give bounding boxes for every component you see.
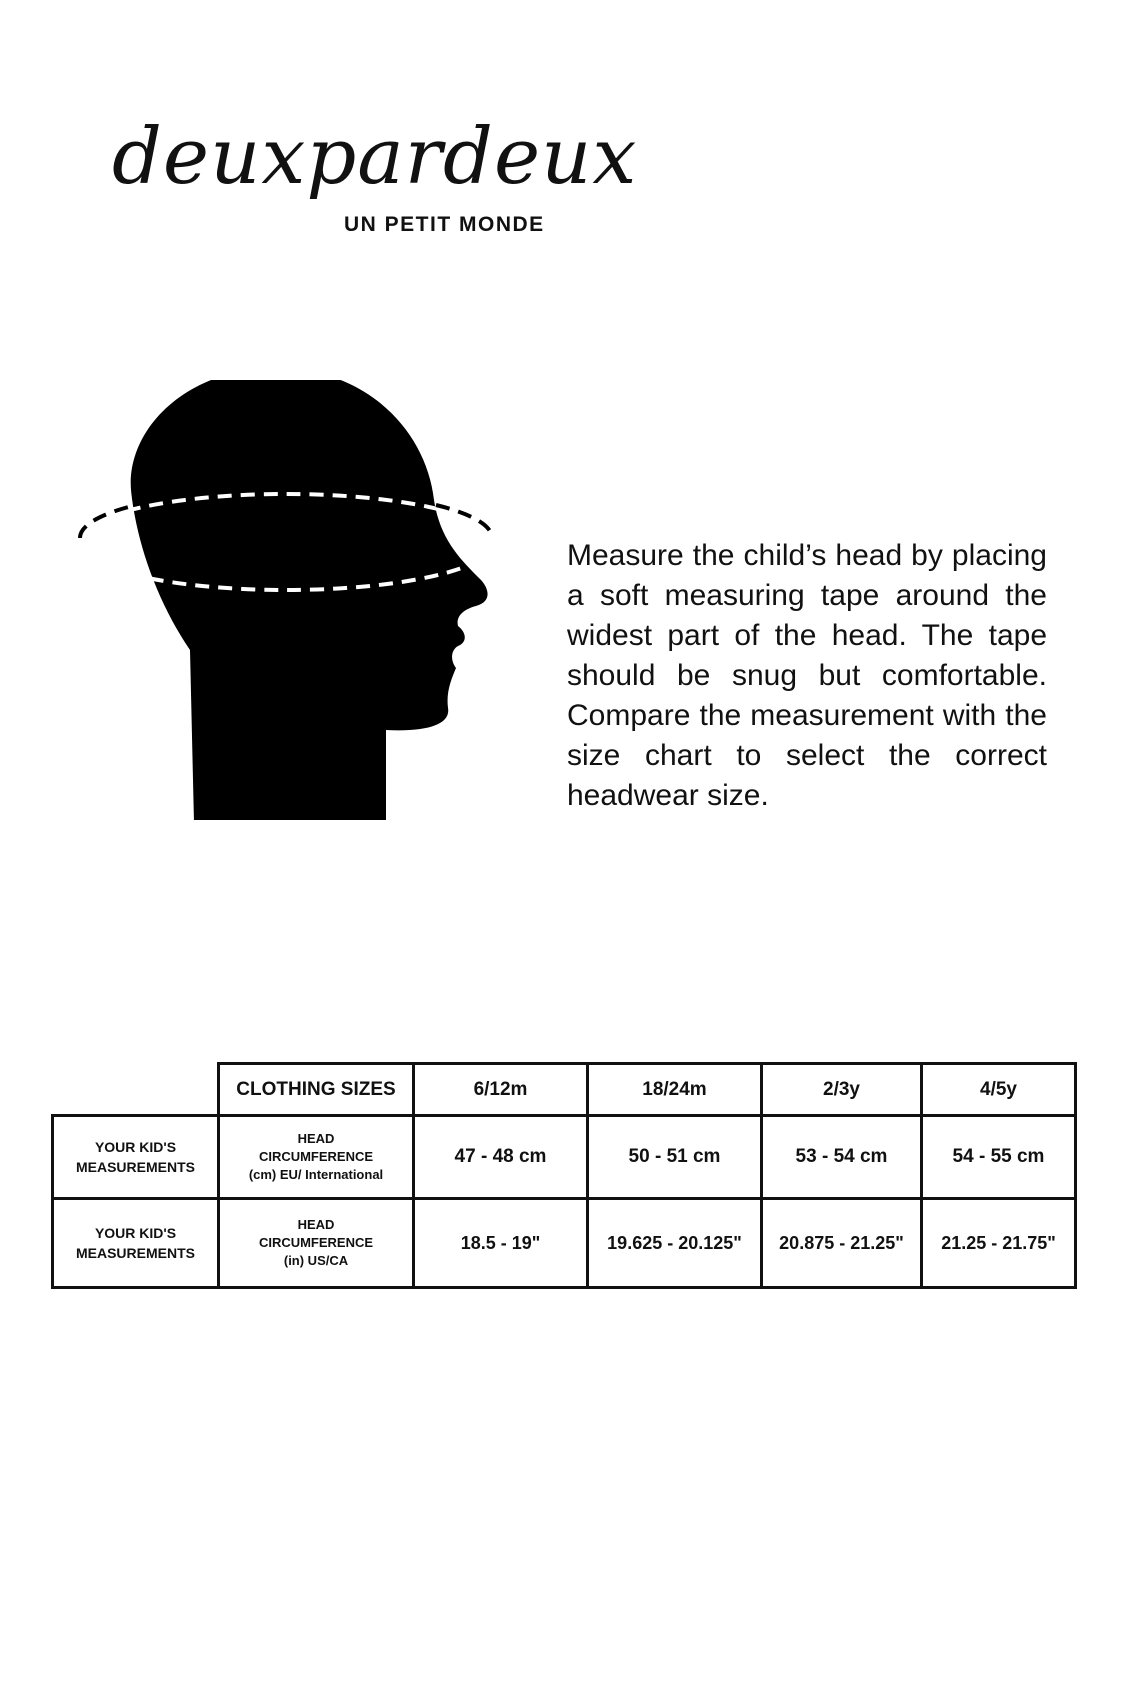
row-label-cell xyxy=(53,1116,219,1199)
table-cell: 20.875 - 21.25" xyxy=(762,1199,922,1288)
size-header-cell: 18/24m xyxy=(588,1064,762,1116)
logo-tagline: UN PETIT MONDE xyxy=(344,213,545,236)
table-cell: 53 - 54 cm xyxy=(762,1116,922,1199)
measure-line2: CIRCUMFERENCE xyxy=(258,1235,374,1250)
head-measurement-illustration xyxy=(66,380,506,820)
table-row xyxy=(53,1116,1076,1199)
size-header-cell: 4/5y xyxy=(922,1064,1076,1116)
measure-line1: HEAD xyxy=(297,1131,335,1146)
size-chart-table xyxy=(51,1062,1077,1289)
head-silhouette xyxy=(131,380,488,820)
clothing-sizes-header: CLOTHING SIZES xyxy=(219,1064,414,1116)
measurement-label-cell xyxy=(219,1199,414,1288)
table-row xyxy=(53,1199,1076,1288)
measurement-label-cell xyxy=(219,1116,414,1199)
row-label: YOUR KID'S MEASUREMENTS xyxy=(75,1225,195,1261)
size-header-cell: 6/12m xyxy=(414,1064,588,1116)
table-header-row xyxy=(53,1064,1076,1116)
measure-line3: (cm) EU/ International xyxy=(248,1167,384,1182)
table-corner-cell xyxy=(53,1064,219,1116)
table-cell: 19.625 - 20.125" xyxy=(588,1199,762,1288)
measure-line2: CIRCUMFERENCE xyxy=(258,1149,374,1164)
table-cell: 18.5 - 19" xyxy=(414,1199,588,1288)
row-label-cell xyxy=(53,1199,219,1288)
logo-wordmark: deuxpardeux xyxy=(112,112,638,202)
measuring-tape-front xyxy=(436,505,492,538)
brand-logo xyxy=(112,112,638,248)
measure-line1: HEAD xyxy=(297,1217,335,1232)
size-header-cell: 2/3y xyxy=(762,1064,922,1116)
measurement-instructions: Measure the child’s head by placing a soft measuring tape around the widest part of the head. The tape should be snug but comfortable. Compare the measurement with the size chart to select the correct headwear size. xyxy=(567,539,1047,812)
table-cell: 21.25 - 21.75" xyxy=(922,1199,1076,1288)
measure-line3: (in) US/CA xyxy=(283,1253,349,1268)
table-cell: 47 - 48 cm xyxy=(414,1116,588,1199)
table-cell: 50 - 51 cm xyxy=(588,1116,762,1199)
table-cell: 54 - 55 cm xyxy=(922,1116,1076,1199)
row-label: YOUR KID'S MEASUREMENTS xyxy=(75,1139,195,1175)
